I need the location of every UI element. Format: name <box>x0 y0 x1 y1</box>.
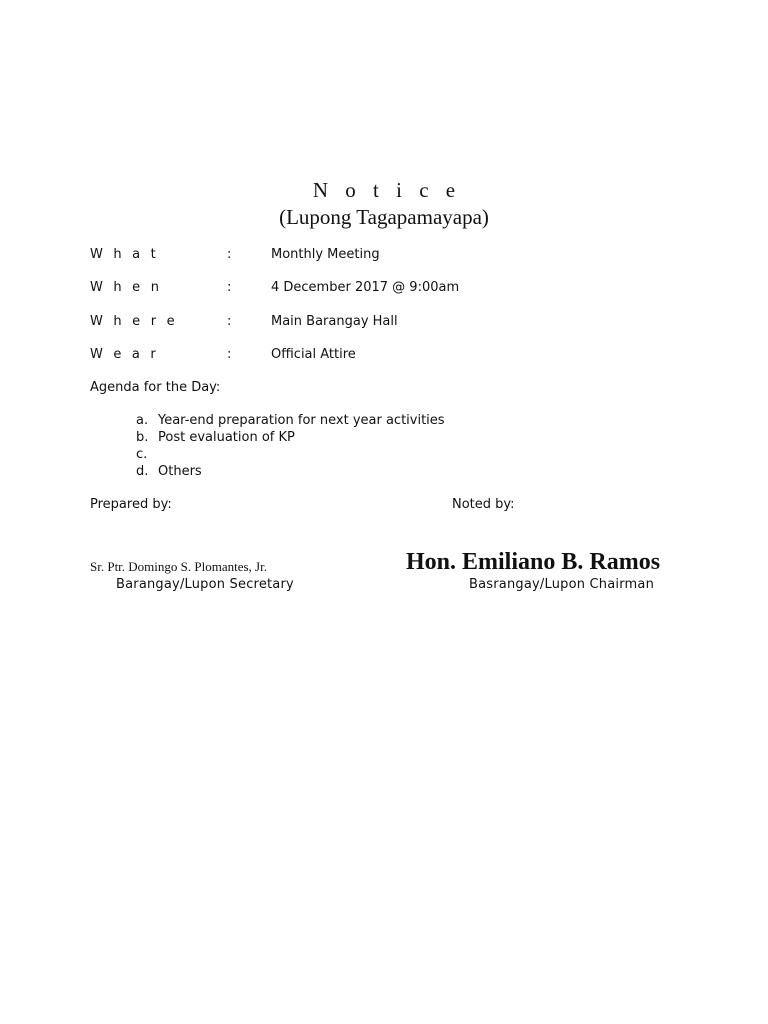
detail-value: 4 December 2017 @ 9:00am <box>271 280 460 295</box>
noted-by-label: Noted by: <box>452 497 515 512</box>
agenda-marker: c. <box>136 447 148 462</box>
chairman-title: Basrangay/Lupon Chairman <box>469 577 655 592</box>
secretary-name: Sr. Ptr. Domingo S. Plomantes, Jr. <box>90 559 267 574</box>
detail-value: Monthly Meeting <box>271 247 380 262</box>
detail-label: W e a r <box>90 347 159 362</box>
agenda-text: Others <box>158 464 202 479</box>
detail-label: W h a t <box>90 247 159 262</box>
agenda-marker: b. <box>136 430 149 445</box>
chairman-name: Hon. Emiliano B. Ramos <box>406 549 661 575</box>
agenda-text: Post evaluation of KP <box>158 430 295 445</box>
detail-colon: : <box>227 314 232 329</box>
agenda-marker: d. <box>136 464 149 479</box>
detail-label: W h e n <box>90 280 163 295</box>
detail-value: Official Attire <box>271 347 356 362</box>
prepared-by-label: Prepared by: <box>90 497 172 512</box>
detail-colon: : <box>227 280 232 295</box>
detail-value: Main Barangay Hall <box>271 314 398 329</box>
detail-label: W h e r e <box>90 314 178 329</box>
detail-colon: : <box>227 247 232 262</box>
agenda-heading: Agenda for the Day: <box>90 380 221 395</box>
secretary-title: Barangay/Lupon Secretary <box>116 577 294 592</box>
detail-colon: : <box>227 347 232 362</box>
notice-subtitle: (Lupong Tagapamayapa) <box>279 205 489 229</box>
agenda-marker: a. <box>136 413 149 428</box>
notice-title: N o t i c e <box>312 178 462 202</box>
agenda-text: Year-end preparation for next year activities <box>158 413 445 428</box>
